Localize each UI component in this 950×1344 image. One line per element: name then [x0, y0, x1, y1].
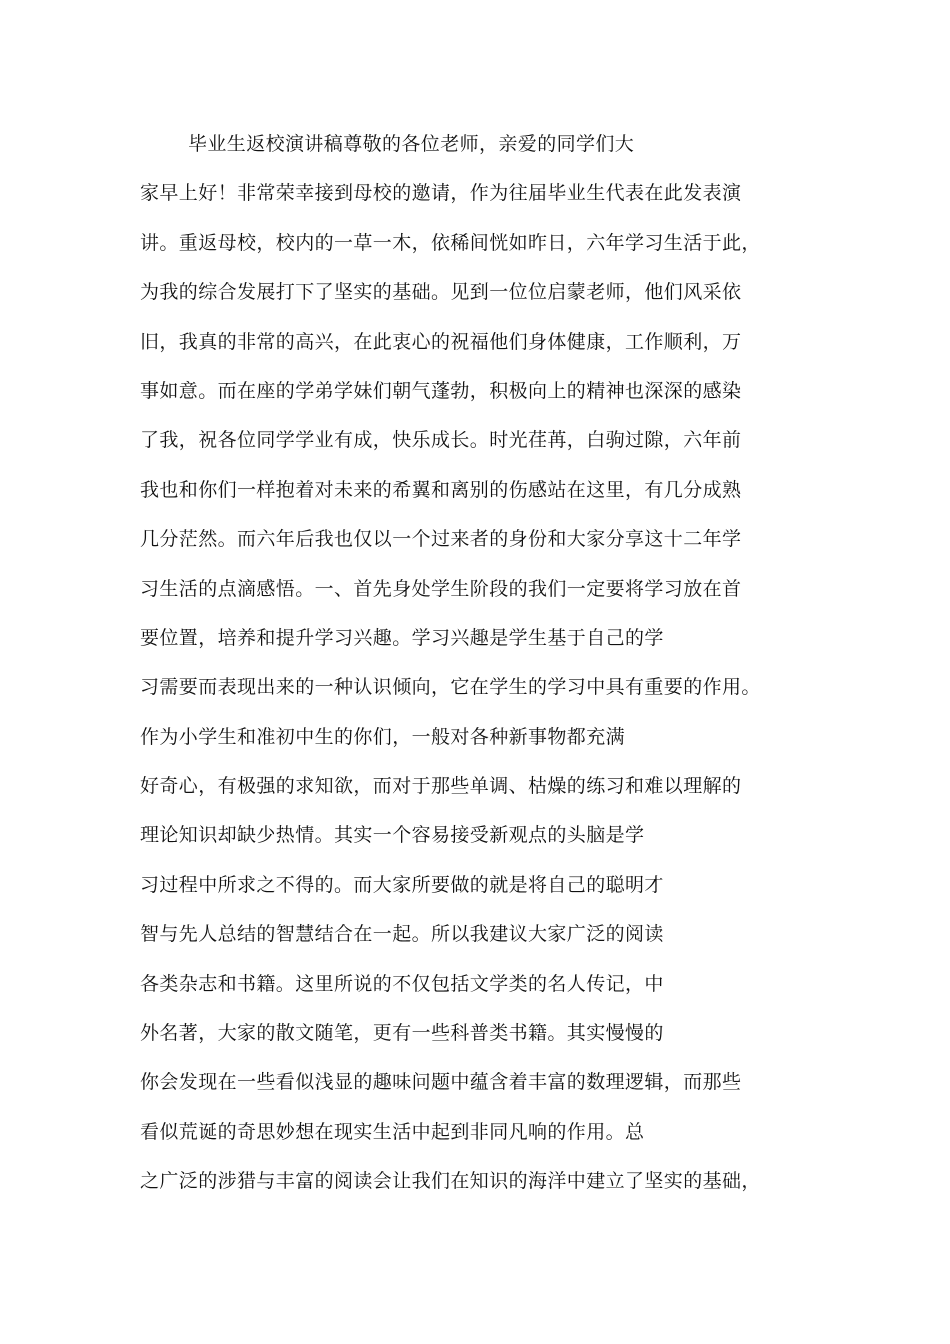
text-line: 要位置，培养和提升学习兴趣。学习兴趣是学生基于自己的学: [140, 626, 664, 649]
speech-text: [140, 120, 840, 1207]
text-line: 为我的综合发展打下了坚实的基础。见到一位位启蒙老师，他们风采依: [140, 281, 742, 304]
text-line: 我也和你们一样抱着对未来的希翼和离别的伤感站在这里，有几分成熟: [140, 478, 742, 501]
text-line: 各类杂志和书籍。这里所说的不仅包括文学类的名人传记，中: [140, 972, 664, 995]
text-line: 作为小学生和准初中生的你们，一般对各种新事物都充满: [140, 725, 626, 748]
text-line: 了我，祝各位同学学业有成，快乐成长。时光荏苒，白驹过隙，六年前: [140, 429, 742, 452]
text-line: 习生活的点滴感悟。一、首先身处学生阶段的我们一定要将学习放在首: [140, 577, 742, 600]
text-line: 外名著，大家的散文随笔，更有一些科普类书籍。其实慢慢的: [140, 1022, 664, 1045]
text-line: 看似荒诞的奇思妙想在现实生活中起到非同凡响的作用。总: [140, 1120, 645, 1143]
text-line: 好奇心，有极强的求知欲，而对于那些单调、枯燥的练习和难以理解的: [140, 775, 742, 798]
text-line: 习过程中所求之不得的。而大家所要做的就是将自己的聪明才: [140, 873, 664, 896]
text-line: 旧，我真的非常的高兴，在此衷心的祝福他们身体健康，工作顺利，万: [140, 330, 742, 353]
text-line: 智与先人总结的智慧结合在一起。所以我建议大家广泛的阅读: [140, 923, 664, 946]
text-line: 几分茫然。而六年后我也仅以一个过来者的身份和大家分享这十二年学: [140, 528, 742, 551]
text-line: 习需要而表现出来的一种认识倾向，它在学生的学习中具有重要的作用。: [140, 676, 761, 699]
text-line: 之广泛的涉猎与丰富的阅读会让我们在知识的海洋中建立了坚实的基础，: [140, 1170, 761, 1193]
text-line: 你会发现在一些看似浅显的趣味问题中蕴含着丰富的数理逻辑，而那些: [140, 1071, 742, 1094]
text-line: 家早上好！非常荣幸接到母校的邀请，作为往届毕业生代表在此发表演: [140, 182, 742, 205]
text-line: 事如意。而在座的学弟学妹们朝气蓬勃，积极向上的精神也深深的感染: [140, 379, 742, 402]
text-line: 讲。重返母校，校内的一草一木，依稀间恍如昨日，六年学习生活于此，: [140, 231, 761, 254]
text-line: 毕业生返校演讲稿尊敬的各位老师，亲爱的同学们大: [188, 133, 635, 155]
text-line: 理论知识却缺少热情。其实一个容易接受新观点的头脑是学: [140, 824, 645, 847]
